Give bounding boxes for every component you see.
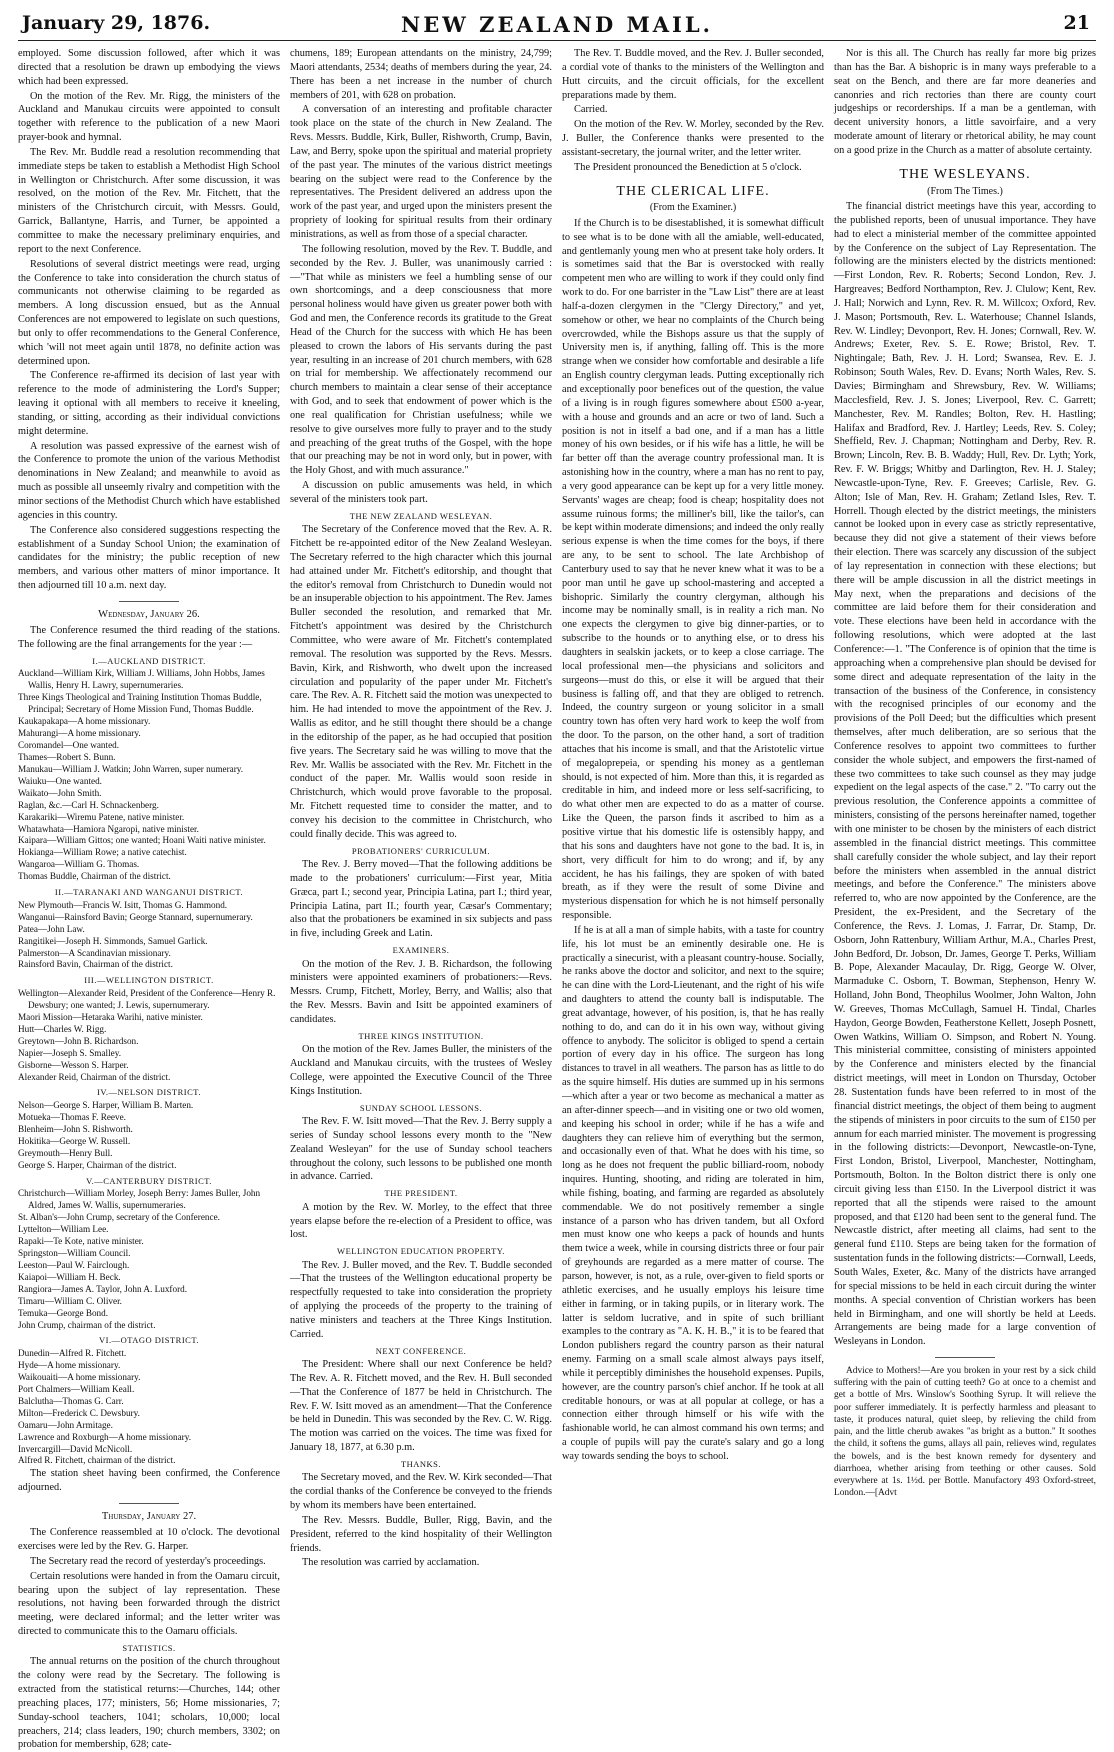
station-entry: Hokitika—George W. Russell. <box>18 1135 131 1146</box>
station-entry: Rapaki—Te Kote, native minister. <box>18 1235 144 1246</box>
station-entry: Hokianga—William Rowe; a native catechist. <box>18 847 187 858</box>
station-entry: Greytown—John B. Richardson. <box>18 1035 139 1046</box>
station-entry: Hyde—A home missionary. <box>18 1359 121 1370</box>
station-entry: Rangiora—James A. Taylor, John A. Luxford. <box>18 1283 188 1294</box>
article-title-clerical-life: THE CLERICAL LIFE. <box>616 183 770 199</box>
section-heading: NEXT CONFERENCE. <box>375 1345 467 1356</box>
section-heading: PROBATIONERS' CURRICULUM. <box>351 845 491 856</box>
station-entry: Oamaru—John Armitage. <box>18 1419 113 1430</box>
issue-date: January 29, 1876. <box>22 12 211 34</box>
district-heading: II.—TARANAKI AND WANGANUI DISTRICT. <box>54 887 244 898</box>
paragraph: The annual returns on the position of the church throughout the colony were read by the Secretary. The following is extracted from the statistical returns:—Churches, 144; other preaching places, 177; ministers, 56; Home missionaries, 7; Sunday-school teachers, 1041; scholars, 10,000; local preachers, 214; class leaders, 190; church members, 3302; on probation for membership, 628; cate- <box>18 1656 280 1751</box>
district-list-otago <box>18 1348 280 1468</box>
station-entry: Milton—Frederick C. Dewsbury. <box>18 1407 140 1418</box>
paragraph: The resolution was carried by acclamation. <box>302 1557 480 1569</box>
station-entry: Waiuku—One wanted. <box>18 775 102 786</box>
station-entry: Dunedin—Alfred R. Fitchett. <box>18 1347 127 1358</box>
station-entry: Wanganui—Rainsford Bavin; George Stannard, supernumerary. <box>18 911 253 922</box>
station-entry: Alexander Reid, Chairman of the district. <box>18 1071 171 1082</box>
station-entry: Blenheim—John S. Rishworth. <box>18 1123 133 1134</box>
paragraph: chumens, 189; European attendants on the ministry, 24,799; Maori attendants, 2534; deaths of members during the year, 24. There has been a net increase in the number of church members of 201, with 628 on probation. <box>290 48 552 101</box>
paragraph: The Conference resumed the third reading of the stations. The following are the final arrangements for the year :— <box>18 625 280 650</box>
paragraph: On the motion of the Rev. Mr. Rigg, the ministers of the Auckland and Manukau circuits were appointed to consult together with reference to the publication of a new Maori prayer-book and hymnal. <box>18 90 280 144</box>
district-heading: IV.—NELSON DISTRICT. <box>97 1087 201 1098</box>
section-heading: EXAMINERS. <box>392 945 450 956</box>
district-heading: I.—AUCKLAND DISTRICT. <box>92 655 206 666</box>
paragraph: On the motion of the Rev. J. B. Richardson, the following ministers were appointed examiners of probationers:—Revs. Messrs. Crump, Fitchett, Morley, Berry, and Wallis; also that the Rev. Messrs. Bavin and Isitt be appointed examiners of candidates. <box>290 958 552 1025</box>
station-entry: Christchurch—William Morley, Joseph Berry: James Buller, John Aldred, James W. Wallis, supernumeraries. <box>18 1188 261 1210</box>
paragraph: The Secretary read the record of yesterday's proceedings. <box>30 1555 266 1567</box>
station-entry: St. Alban's—John Crump, secretary of the Conference. <box>18 1211 220 1222</box>
column-3 <box>562 47 824 1735</box>
station-entry: Raglan, &c.—Carl H. Schnackenberg. <box>18 799 159 810</box>
paragraph: Carried. <box>574 104 608 116</box>
station-entry: Rangitikei—Joseph H. Simmonds, Samuel Garlick. <box>18 935 208 946</box>
section-heading: THREE KINGS INSTITUTION. <box>358 1030 484 1041</box>
station-entry: Alfred R. Fitchett, chairman of the district. <box>18 1455 176 1466</box>
divider <box>119 601 179 602</box>
section-heading: THE NEW ZEALAND WESLEYAN. <box>349 510 493 521</box>
station-entry: Wellington—Alexander Reid, President of the Conference—Henry R. Dewsbury; one wanted; J. Lewis, supernumerary. <box>18 987 276 1010</box>
page-number: 21 <box>1063 12 1090 34</box>
paragraph: The Rev. Mr. Buddle read a resolution recommending that immediate steps be taken to establish a Methodist High School in Wellington or Christchurch. After some discussion, it was resolved, on the motion of the Rev. Mr. Fitchett, that the ministers of the Christchurch circuit, with Messrs. Gould, Garrick, Ballantyne, Harris, and Turner, be appointed a committee to make the necessary preliminary enquiries, and report to the next Conference. <box>18 146 280 255</box>
district-list-auckland <box>18 668 280 883</box>
paragraph: Certain resolutions were handed in from the Oamaru circuit, bearing upon the subject of lay representation. These resolutions, not having been forwarded through the district meeting, were declared informal; and the letter writer was directed to communicate this to the Oamaru officials. <box>18 1570 280 1638</box>
district-heading: VI.—OTAGO DISTRICT. <box>98 1335 200 1346</box>
section-heading: WELLINGTON EDUCATION PROPERTY. <box>337 1246 505 1257</box>
district-list-canterbury <box>18 1188 280 1331</box>
district-list-nelson <box>18 1100 280 1172</box>
station-entry: Palmerston—A Scandinavian missionary. <box>18 947 171 958</box>
station-entry: Mahurangi—A home missionary. <box>18 727 141 738</box>
paragraph: The Rev. J. Berry moved—That the following additions be made to the probationers' curriculum:—First year, Mitia Græca, part I.; second year, Principia Latina, part I.; third year, Principia Latina, part II.; fourth year, Cæsar's Commentary; also that the probationers be examined in six subjects and pass in five, including Greek and Latin. <box>290 859 552 940</box>
divider <box>935 1357 995 1358</box>
divider <box>119 1503 179 1504</box>
station-entry: Springston—William Council. <box>18 1247 131 1258</box>
station-entry: Coromandel—One wanted. <box>18 739 120 750</box>
paragraph: If he is at all a man of simple habits, with a taste for country life, his lot must be an eminently desirable one. He is practically a sinecurist, with a pleasant country-house. Socially, he ranks above the doctor and solicitor, and next to the squire; he can dine with the Lord-Lieutenant, and the right of his wife and daughters to attend the county ball is indisputable. The great advantage, however, of his position, is, that he has really nothing to do, and can do it in his own way, without giving offence to anybody. The solicitor is obliged to spend a certain portion of every day in his office. The surgeon has long distances to travel in all weathers. The parson has as little to do as the squire himself. His duties are summed up in his sermons—which after a year or two become as mechanical a matter as an after-dinner speech—and in visiting one or two old women, and keeping his school in order; while if he has a wife and daughters they can relieve him of everything but the sermon, and occasionally even of that. What he does with his time, so long as he does not frequent the public billiard-room, nobody inquires. Hunting, shooting, and riding are tolerated in him, while fishing, boating, and farming are regarded as absolutely commendable. We do not positively remember a single instance of a parson who has driven tandem, but all Oxford men must know one who keeps a pack of hounds and hunts them twice a week, while in coursing districts three or four pair of greyhounds are regarded as a mere matter of course. The parson, however, is not, as a rule, over-given to field sports or athletic exercises, and he usually employs his leisure time either in farming, or in taking pupils, or in literary work. The latter is seldom lucrative, and in spite of such brilliant examples to the contrary as "A. K. H. B.," it is to be feared that London publishers regard the country parson as their natural enemy. Farming on a small scale almost always pays itself, while it perceptibly diminishes the household expenses. Pupils, however, are the country parson's chief anchor. If he took at all creditable honours, or was at all popular at college, or has a connection either through himself or his wife with the fashionable world, he can almost command his own terms; and a couple of pupils will pay the curate's salary and go a long way towards sending the boys to school. <box>562 924 824 1462</box>
paragraph: The Rev. J. Buller moved, and the Rev. T. Buddle seconded—That the trustees of the Wellington educational property be respectfully requested to take into consideration the propriety of applying the proceeds of the property to the training of native ministers and teachers at the Three Kings Institution. Carried. <box>290 1259 552 1340</box>
column-1 <box>18 47 280 1751</box>
section-heading: THANKS. <box>400 1459 442 1469</box>
newspaper-title: NEW ZEALAND MAIL. <box>401 12 713 37</box>
article-source: (From The Times.) <box>927 185 1003 197</box>
article-title-wesleyans: THE WESLEYANS. <box>899 166 1031 182</box>
column-2 <box>290 47 552 1735</box>
station-entry: Lyttelton—William Lee. <box>18 1223 109 1234</box>
section-heading: SUNDAY SCHOOL LESSONS. <box>359 1102 483 1113</box>
dateline-thursday: Thursday, January 27. <box>101 1511 197 1523</box>
station-entry: John Crump, chairman of the district. <box>18 1319 156 1330</box>
district-heading: III.—WELLINGTON DISTRICT. <box>84 975 214 986</box>
paragraph: The following resolution, moved by the Rev. T. Buddle, and seconded by the Rev. J. Buller, was unanimously carried :—"That while as ministers we feel a humbling sense of our own shortcomings, and a deep consciousness that more personal holiness would have given us greater power both with God and men, the Conference records its gratitude to the Great Head of the Church for the success with which He has been pleased to crown the labors of His servants during the past year, resulting in an increase of 201 church members, with 628 on trial for membership. We affectionately recommend our church members to maintain a clear sense of their acceptance with God, and to seek that endowment of power which is the one real qualification for Christian usefulness; while we resolve to give ourselves more fully to prayer and to the study and preaching of the great truths of the Gospel, with the hope that our preaching may be not in word only, but in power, with the Holy Ghost, and with much assurance." <box>290 243 552 477</box>
paragraph: The Conference reassembled at 10 o'clock. The devotional exercises were led by the Rev. G. Harper. <box>18 1527 280 1553</box>
station-entry: George S. Harper, Chairman of the district. <box>18 1159 177 1170</box>
paragraph: The station sheet having been confirmed, the Conference adjourned. <box>18 1468 280 1494</box>
paragraph: The Conference re-affirmed its decision of last year with reference to the mode of administering the Lord's Supper; leaving it optional with all members to receive it kneeling, standing, or sitting, according as their individual convictions might determine. <box>18 370 280 437</box>
section-heading: THE PRESIDENT. <box>384 1188 458 1199</box>
station-entry: Three Kings Theological and Training Institution Thomas Buddle, Principal; Secretary of Home Mission Fund, Thomas Buddle. <box>18 692 262 714</box>
station-entry: Whatawhata—Hamiora Ngaropi, native minister. <box>18 823 199 834</box>
paragraph: The Rev. Messrs. Buddle, Buller, Rigg, Bavin, and the President, referred to the kind hospitality of their Wellington friends. <box>290 1514 552 1554</box>
station-entry: Timaru—William C. Oliver. <box>18 1295 122 1306</box>
paragraph: The President pronounced the Benediction at 5 o'clock. <box>574 161 802 173</box>
paragraph: The Rev. F. W. Isitt moved—That the Rev. J. Berry supply a series of Sunday school lessons every month to the "New Zealand Wesleyan" for the use of Sunday school teachers throughout the colony, such lessons to be published one month in advance. Carried. <box>290 1116 552 1183</box>
station-entry: Thames—Robert S. Bunn. <box>18 751 116 762</box>
paragraph: A resolution was passed expressive of the earnest wish of the Conference to promote the union of the various Methodist denominations in New Zealand; and meanwhile to avoid as much as possible all unseemly rivalry and competition with the minor sections of the Methodist Church which have established agencies in this country. <box>18 440 280 521</box>
station-entry: Maori Mission—Hetaraka Warihi, native minister. <box>18 1011 203 1022</box>
paragraph: A motion by the Rev. W. Morley, to the effect that three years elapse before the re-election of a President to office, was lost. <box>290 1201 552 1241</box>
station-entry: Hutt—Charles W. Rigg. <box>18 1023 107 1034</box>
station-entry: Leeston—Paul W. Fairclough. <box>18 1259 130 1270</box>
section-heading: STATISTICS. <box>122 1642 176 1653</box>
station-entry: Manukau—William J. Watkin; John Warren, super numerary. <box>18 763 244 774</box>
dateline-wednesday: Wednesday, January 26. <box>98 608 200 620</box>
station-entry: Thomas Buddle, Chairman of the district. <box>18 871 171 882</box>
paragraph: Nor is this all. The Church has really far more big prizes than has the Bar. A bishopric is in many ways preferable to a seat on the Bench, and there are far more deaneries and canonries and rich rectories than there are county court judgeships or recorderships. If a man be a gentleman, with decent university honors, a little savoirfaire, and a very moderate amount of literary or rhetorical ability, he may count on a good prize in the Church as a matter of absolute certainty. <box>834 48 1096 156</box>
district-list-taranaki <box>18 900 280 972</box>
paragraph: The Secretary moved, and the Rev. W. Kirk seconded—That the cordial thanks of the Conference be conveyed to the friends by whom its members have been entertained. <box>290 1472 552 1512</box>
paragraph: A discussion on public amusements was held, in which several of the ministers took part. <box>290 480 552 505</box>
station-entry: Gisborne—Wesson S. Harper. <box>18 1059 129 1070</box>
paragraph: On the motion of the Rev. James Buller, the ministers of the Auckland and Manukau circuits, with the trustees of Wesley College, were appointed the Executive Council of the Three Kings Institution. <box>290 1044 552 1097</box>
district-list-wellington <box>18 988 280 1084</box>
column-4 <box>834 47 1096 1735</box>
station-entry: Patea—John Law. <box>18 923 85 934</box>
station-entry: Auckland—William Kirk, William J. Williams, John Hobbs, James Wallis, Henry H. Lawry, supernumeraries. <box>18 668 265 691</box>
station-entry: Invercargill—David McNicoll. <box>18 1443 133 1454</box>
station-entry: New Plymouth—Francis W. Isitt, Thomas G. Hammond. <box>18 899 228 910</box>
station-entry: Greymouth—Henry Bull. <box>18 1147 113 1158</box>
station-entry: Port Chalmers—William Keall. <box>18 1383 135 1394</box>
station-entry: Wangaroa—William G. Thomas. <box>18 859 140 870</box>
station-entry: Balclutha—Thomas G. Carr. <box>18 1395 124 1406</box>
station-entry: Motueka—Thomas F. Reeve. <box>18 1111 126 1122</box>
article-source: (From the Examiner.) <box>649 202 737 214</box>
advertisement: Advice to Mothers!—Are you broken in your rest by a sick child suffering with the pain of cutting teeth? Go at once to a chemist and get a bottle of Mrs. Winslow's Soothing Syrup. It will relieve the poor sufferer immediately. It is perfectly harmless and pleasant to taste, it produces natural, quiet sleep, by relieving the child from pain, and the little cherub awakes "as bright as a button." It soothes the child, it softens the gums, allays all pain, relieves wind, regulates the bowels, and is the best known remedy for dysentery and diarrhoea, whether arising from teething or other causes. Sold everywhere at 1s. 1½d. per Bottle. Manufactory 493 Oxford-street, London.—[Advt <box>834 1366 1096 1499</box>
paragraph: The Secretary of the Conference moved that the Rev. A. R. Fitchett be re-appointed editor of the New Zealand Wesleyan. The Secretary referred to the high character which this journal had attained under Mr. Fitchett's editorship, and thought that the editor's removal from Christchurch to Dunedin would not be an insuperable objection to his appointment. The Rev. James Buller seconded the resolution, and remarked that Mr. Fitchett's appointment was desired by the Christchurch Committee, who were aware of Mr. Fitchett's contemplated removal. The resolution was supported by the Revs. Messrs. Bavin, Kirk, and Rishworth, who dwelt upon the increased circulation and popularity of the paper under Mr. Fitchett's care. The Rev. A. R. Fitchett said the motion was unexpected to him. He had intended to move the appointment of the Rev. J. Wallis as editor, and he still thought there should be a change in the editorship of the paper, as he had occupied that position five years. The Secretary said he was willing to move that the Rev. Mr. Wallis be associated with the Rev. Mr. Fitchett in the conduct of the paper. Mr. Wallis would soon reside in Christchurch, which would prove favorable to the proposal. Mr. Fitchett requested time to consider the matter, and to convey his decision to the committee in Christchurch, who could finally decide. This was agreed to. <box>290 524 552 840</box>
station-entry: Temuka—George Bond. <box>18 1307 109 1318</box>
paragraph: The Conference also considered suggestions respecting the establishment of a Sunday School Union; the examination of candidates for the ministry; the public reception of new members, and various other matters of minor importance. It then adjourned till 10 a.m. next day. <box>18 524 280 592</box>
station-entry: Waikouaiti—A home missionary. <box>18 1371 141 1382</box>
station-entry: Kaukapakapa—A home missionary. <box>18 715 151 726</box>
station-entry: Rainsford Bavin, Chairman of the district. <box>18 959 173 970</box>
masthead <box>18 10 1096 41</box>
paragraph: The financial district meetings have this year, according to the published reports, been of unusual importance. They have had to elect a ministerial member of the committee appointed by the Conference on the subject of Lay Representation. The following are the ministers elected by the districts mentioned:—First London, Rev. R. Roberts; Second London, Rev. J. Hargreaves; Bedford Northampton, Rev. J. Clulow; Kent, Rev. J. Hall; Norwich and Lynn, Rev. R. M. Willcox; Oxford, Rev. J. Mason; Portsmouth, Rev. L. Waterhouse; Channel Islands, Rev. W. Lindley; Devonport, Rev. H. Jones; Cornwall, Rev. W. Andrews; Exeter, Rev. S. E. Rowe; Bristol, Rev. T. Nightingale; Bath, Rev. J. H. Lord; Swansea, Rev. E. J. Robinson; South Wales, Rev. D. Evans; North Wales, Rev. S. Davies; Birmingham and Shrewsbury, Rev. W. Williams; Macclesfield, Rev. J. S. Jones; Liverpool, Rev. C. Garrett; Manchester, Rev. M. Randles; Bolton, Rev. H. Hastling; Halifax and Bradford, Rev. J. Hartley; Leeds, Rev. S. Coley; Sheffield, Rev. J. Chapman; Nottingham and Derby, Rev. R. Brown; Lincoln, Rev. B. B. Waddy; Hull, Rev. Dr. Lyth; York, Rev. F. W. Briggs; Whitby and Darlington, Rev. H. J. Staley; Newcastle-upon-Tyne, Rev. F. Greeves; Carlisle, Rev. G. Alton; Isle of Man, Rev. H. Graham; Zetland Isles, Rev. T. Horrell. Though elected by the district meetings, the ministers cannot be looked upon in every case as strictly representative, because they did not give a statement of their views before their election. There was scarcely any discussion of the subject of lay representation in connection with these elections; but there will be ample discussion in all the district meetings in May next, when the preparations and decisions of the committee are laid before them for their consideration and vote. These elections have been held in accordance with the following resolutions, which were adopted at the last Conference:—1. "The Conference is of opinion that the time is approaching when a comprehensive plan should be devised for some direct and adequate representation of the laity in the transaction of the business of the Conference, in consistency with the recognised principles of our economy and the provisions of the Poll Deed; but the difficulties which present themselves, after much deliberation, are so serious that the Conference resolves to appoint two committees to further consider the whole subject, and empowers the first-named of these two committees to take such counsel as they may judge expedient on the legal aspects of the case." 2. "To carry out the previous resolution, the Conference appoints a committee of ministers, consisting of the persons hereinafter named, together with one minister to be chosen by the ministers of each district assembled in the financial district meetings. This committee shall carefully consider the whole subject, and lay their report before the ministers when assembled in the annual district meetings, and before the Conference." The ministers above referred to, who are now appointed by the Conference, are the President, the ex-President, and the Secretary of the Conference, the Revs. J. Lomas, J. Farrar, Dr. Stamp, Dr. Osborn, John Rattenbury, William Arthur, M.A., Charles Prest, John Bedford, Dr. Jobson, Dr. James, George T. Perks, William B. Pope, Alexander Macaulay, Dr. Rigg, George W. Olver, Marmaduke C. Osborn, T. Bowman, Stephenson, Henry W. Holland, John Bond, Theophilus Woolmer, John Walton, John W. Greeves, Thomas McCullagh, Samuel H. Tindal, Charles Haydon, George Bowden, Featherstone Kellett, Joseph Posnett, Owen Watkins, William O. Simpson, and Robert N. Young. This ministerial committee, consisting of ministers appointed by the Conference and ministers elected by the financial district meetings, will meet in London on Thursday, October 28. Sustentation funds have been referred to in most of the financial district meetings, the object of them being to augment the stipends of ministers in poor circuits to the sum of £150 per annum for each married minister. The movement is progressing in the following districts:—Devonport, Newcastle-on-Tyne, First London, Bristol, Liverpool, Manchester, Nottingham, Portsmouth, Bolton. In the Bolton district there is only one circuit giving less than £150. In the Liverpool district it was reported that all the stipends were raised to the amount proposed, and that £120 had been sent to the general fund. The Newcastle district, after meeting all claims, had sent to the general fund £110. Steps are being taken for the formation of sustentation funds in the following districts:—Cornwall, Leeds, South Wales, Exeter, &c. Many of the districts have arranged for special missions to be held in each circuit during the winter months. A special convention of Christian workers has been held in Birmingham, and one will shortly be held at Leeds. Arrangements are being made for a large convention of Wesleyans in London. <box>834 201 1096 1348</box>
station-entry: Waikato—John Smith. <box>18 787 102 798</box>
paragraph: The President: Where shall our next Conference be held? The Rev. A. R. Fitchett moved, and the Rev. H. Bull seconded—That the Conference of 1877 be held in Christchurch. The Rev. F. W. Isitt moved as an amendment—That the Conference be held in Dunedin. This was seconded by the Rev. C. W. Rigg. The motion was carried on the voices. The time was fixed for January 18, 1877, at 6.30 p.m. <box>290 1359 552 1454</box>
paragraph: Resolutions of several district meetings were read, urging the Conference to take into consideration the church status of communicants not otherwise claiming to be regarded as members. A long discussion ensued, but as the Annual Conferences are not empowered to legislate on such questions, but only to offer recommendations to the General Conference, which 'will not meet again until 1878, no definite action was determined upon. <box>18 258 280 367</box>
paragraph: On the motion of the Rev. W. Morley, seconded by the Rev. J. Buller, the Conference thanks were presented to the assistant-secretary, the journal writer, and the letter writer. <box>562 119 824 158</box>
station-entry: Lawrence and Roxburgh—A home missionary. <box>18 1431 191 1442</box>
paragraph: A conversation of an interesting and profitable character took place on the state of the church in New Zealand. The Revs. Messrs. Buddle, Kirk, Buller, Rishworth, Crump, Bavin, Law, and Berry, spoke upon the spiritual and material propriety of the past year. The minutes of the various district meetings bearing on the subject were read to the Conference by the representatives. The President delivered an address upon the work of the past year, and urged upon the ministers present the propriety of looking for spiritual results from their ordinary ministrations, as well as from those of a special character. <box>290 104 552 240</box>
paragraph: If the Church is to be disestablished, it is somewhat difficult to see what is to be done with all the amiable, well-educated, and gentlemanly young men who at present take holy orders. It is sometimes said that the Bar is overstocked with really competent men who are willing to work if they could only find work to do. For one barrister in the "Law List" there are at least half-a-dozen clergymen in the "Clergy Directory," and yet, somehow or other, we hear no complaints of the Church being overcrowded, while the Bishops assure us that the supply of University men is, if anything, falling off. This is the more strange when we consider how comfortable and desirable a life an English country clergyman leads. Putting exceptionally rich and exceptionally poor benefices out of the question, the value of a living is in rough figures somewhere about £500 a-year, with a house and grounds and an acre or two of land. Such a position is not in itself a bad one, and if a man has a little money of his own besides, or if his wife has a little, he will be far better off than the average country professional man. It is astonishing how in the country, where a man has no rent to pay, a very good appearance can be kept up for a very little money. Servants' wages are cheap; food is cheap; hospitality does not assume ruinous forms; the milliner's bill, like the tailor's, can be kept within moderate dimensions; and indeed the only really serious expense is when the time comes for the boys, if there are any, to be sent to school. The late Archbishop of Canterbury used to say that he never knew what it was to be a poor man until he gave up school-mastering and accepted a bishopric. Similarly the country clergyman, although his income may be nominally small, is in reality a rich man. No one expects the clergymen to give big dinner-parties, or to subscribe to the hounds or to anything else, or to dress his daughters in sealskin jackets, or to keep a close carriage. The local professional men—the physicians and solicitors and surgeons—must do this, or else it will be argued that their business is falling off, and that they are obliged to retrench. Indeed, the country surgeon or young solicitor in a small country town has often very hard work to keep the wolf from the door. To the parson, on the other hand, a sort of tradition attaches that his income is small, and that the Aristotelic virtue of megaloprepeia, or spending his money as a gentleman should, is not expected of him. More than this, it is regarded as creditable in him, and indeed more or less self-sacrificing, to do what other men are expected to do as a matter of course. Like the Queen, the parson finds it ascribed to him as a positive virtue that his domestic life is ostensibly happy, and that his sons and daughters have not gone to the bad. It is, in short, very difficult for him to do wrong; and if, by any accident, he has his failings, they are spoken of with bated breath, as if they were the result of some Divine and mysterious dispensation for which he is not himself personally responsible. <box>562 217 824 922</box>
columns <box>18 47 1096 1751</box>
station-entry: Napier—Joseph S. Smalley. <box>18 1047 122 1058</box>
paragraph: The Rev. T. Buddle moved, and the Rev. J. Buller seconded, a cordial vote of thanks to the ministers of the Wellington and Hutt circuits, and the circuit officials, for the excellent preparations made by them. <box>562 48 824 101</box>
station-entry: Karakariki—Wiremu Patene, native minister. <box>18 811 185 822</box>
station-entry: Kaiapoi—William H. Beck. <box>18 1271 121 1282</box>
station-entry: Nelson—George S. Harper, William B. Marten. <box>18 1099 194 1110</box>
district-heading: V.—CANTERBURY DISTRICT. <box>86 1175 212 1186</box>
station-entry: Kaipara—William Gittos; one wanted; Hoani Waiti native minister. <box>18 835 266 846</box>
paragraph: employed. Some discussion followed, after which it was directed that a resolution be drawn up embodying the views which had been expressed. <box>18 48 280 87</box>
